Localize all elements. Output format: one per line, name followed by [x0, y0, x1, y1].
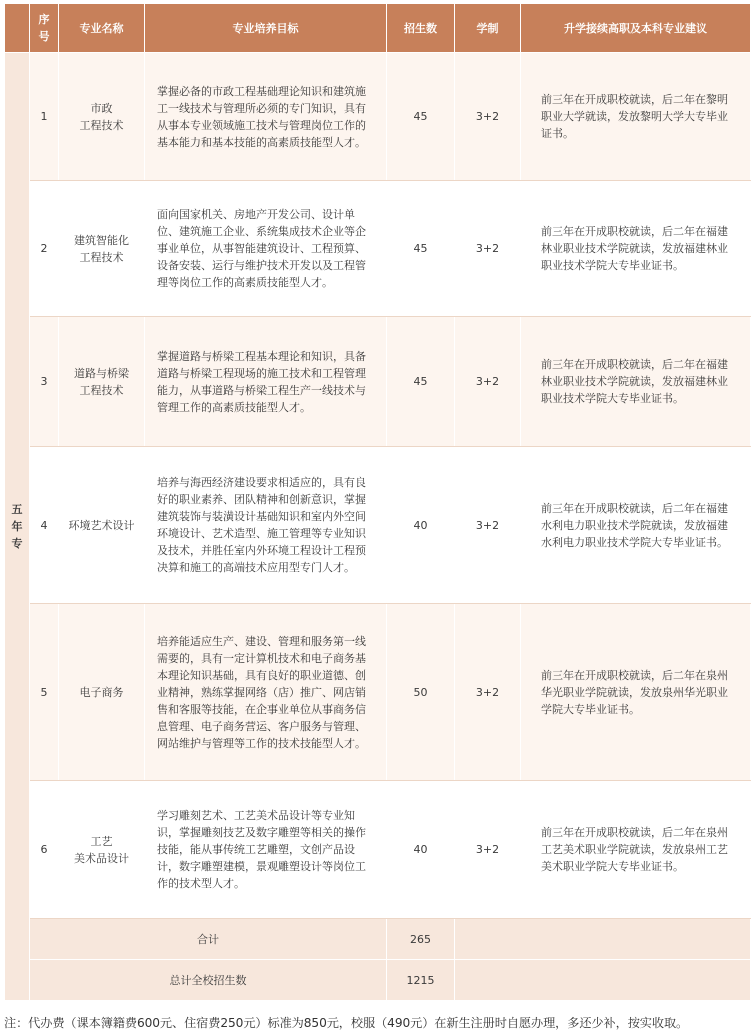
- footnote: 注：代办费（课本簿籍费600元、住宿费250元）标准为850元，校服（490元）在新生注册时自愿办理，多还少补，按实收取。: [4, 1016, 689, 1030]
- row-advance: 前三年在开成职校就读，后二年在福建林业职业技术学院就读，发放福建林业职业技术学院大专毕业证书。: [521, 181, 751, 317]
- row-goal: 培养能适应生产、建设、管理和服务第一线需要的，具有一定计算机技术和电子商务基本理论知识基础，具有良好的职业道德、创业精神，熟练掌握网络（店）推广、网店销售和客服等技能，在企事业单位从事商务信息管理、电子商务营运、客户服务与管理、网站维护与管理等工作的技术技能型人才。: [145, 604, 387, 781]
- row-major-name: [59, 447, 145, 604]
- table-row: [5, 447, 751, 604]
- row-major-name-text: 环境艺术设计: [68, 518, 135, 532]
- header-advance: 升学接续高职及本科专业建议: [521, 4, 751, 53]
- row-major-name: [59, 781, 145, 919]
- row-major-name: [59, 317, 145, 447]
- row-major-name: [59, 53, 145, 181]
- table-row: [5, 317, 751, 447]
- header-goal: 专业培养目标: [145, 4, 387, 53]
- grand-total-label: 总计全校招生数: [30, 960, 387, 1001]
- row-major-name-text: 电子商务: [79, 685, 124, 699]
- grand-total-value: 1215: [387, 960, 455, 1001]
- enrollment-table: [4, 3, 751, 1001]
- row-system: 3+2: [455, 53, 521, 181]
- row-seq: 2: [30, 181, 59, 317]
- row-seq: 3: [30, 317, 59, 447]
- row-enroll: 45: [387, 53, 455, 181]
- table-row: [5, 53, 751, 181]
- group-label: [5, 53, 30, 1001]
- row-goal: 掌握必备的市政工程基础理论知识和建筑施工一线技术与管理所必须的专门知识，具有从事本专业领域施工技术与管理岗位工作的基本能力和基本技能的高素质技能型人才。: [145, 53, 387, 181]
- row-advance: 前三年在开成职校就读，后二年在福建林业职业技术学院就读，发放福建林业职业技术学院大专毕业证书。: [521, 317, 751, 447]
- row-advance: 前三年在开成职校就读，后二年在福建水利电力职业技术学院就读，发放福建水利电力职业技术学院大专毕业证书。: [521, 447, 751, 604]
- row-major-name-text: 市政 工程技术: [79, 101, 124, 132]
- header-blank: [5, 4, 30, 53]
- row-goal: 掌握道路与桥梁工程基本理论和知识，具备道路与桥梁工程现场的施工技术和工程管理能力，从事道路与桥梁工程生产一线技术与管理工作的高素质技能型人才。: [145, 317, 387, 447]
- row-system: 3+2: [455, 604, 521, 781]
- row-major-name-text: 工艺 美术品设计: [74, 834, 129, 865]
- row-system: 3+2: [455, 317, 521, 447]
- row-major-name-text: 建筑智能化 工程技术: [74, 233, 129, 264]
- row-goal: 学习雕刻艺术、工艺美术品设计等专业知识，掌握雕刻技艺及数字雕塑等相关的操作技能，能从事传统工艺雕塑，文创产品设计，数字雕塑建模，景观雕塑设计等岗位工作的技术型人才。: [145, 781, 387, 919]
- row-enroll: 40: [387, 781, 455, 919]
- total-blank: [455, 919, 751, 960]
- total-value: 265: [387, 919, 455, 960]
- row-major-name: [59, 181, 145, 317]
- row-advance: 前三年在开成职校就读，后二年在泉州华光职业学院就读，发放泉州华光职业学院大专毕业证书。: [521, 604, 751, 781]
- row-seq: 4: [30, 447, 59, 604]
- row-enroll: 45: [387, 317, 455, 447]
- row-system: 3+2: [455, 781, 521, 919]
- grand-total-row: [5, 960, 751, 1001]
- header-system: 学制: [455, 4, 521, 53]
- table-row: [5, 181, 751, 317]
- row-system: 3+2: [455, 181, 521, 317]
- row-enroll: 45: [387, 181, 455, 317]
- row-goal: 面向国家机关、房地产开发公司、设计单位、建筑施工企业、系统集成技术企业等企事业单位，从事智能建筑设计、工程预算、设备安装、运行与维护技术开发以及工程管理等岗位工作的高素质技能型人才。: [145, 181, 387, 317]
- header-name: 专业名称: [59, 4, 145, 53]
- group-label-text: 五 年 专: [11, 503, 23, 550]
- row-seq: 1: [30, 53, 59, 181]
- table-header-row: [5, 4, 751, 53]
- table-row: [5, 781, 751, 919]
- row-enroll: 50: [387, 604, 455, 781]
- row-major-name-text: 道路与桥梁 工程技术: [74, 366, 129, 397]
- row-enroll: 40: [387, 447, 455, 604]
- row-goal: 培养与海西经济建设要求相适应的，具有良好的职业素养、团队精神和创新意识，掌握建筑装饰与装潢设计基础知识和室内外空间环境设计、艺术造型、施工管理等专业知识及技术，并胜任室内外环境工程设计工程预决算和施工的高端技术应用型专门人才。: [145, 447, 387, 604]
- row-advance: 前三年在开成职校就读，后二年在泉州工艺美术职业学院就读，发放泉州工艺美术职业学院大专毕业证书。: [521, 781, 751, 919]
- row-system: 3+2: [455, 447, 521, 604]
- header-seq: [30, 4, 59, 53]
- total-row: [5, 919, 751, 960]
- total-label: 合计: [30, 919, 387, 960]
- header-seq-text: 序 号: [38, 13, 50, 43]
- row-seq: 5: [30, 604, 59, 781]
- table-row: [5, 604, 751, 781]
- row-major-name: [59, 604, 145, 781]
- row-seq: 6: [30, 781, 59, 919]
- row-advance: 前三年在开成职校就读，后二年在黎明职业大学就读，发放黎明大学大专毕业证书。: [521, 53, 751, 181]
- grand-total-blank: [455, 960, 751, 1001]
- header-enroll: 招生数: [387, 4, 455, 53]
